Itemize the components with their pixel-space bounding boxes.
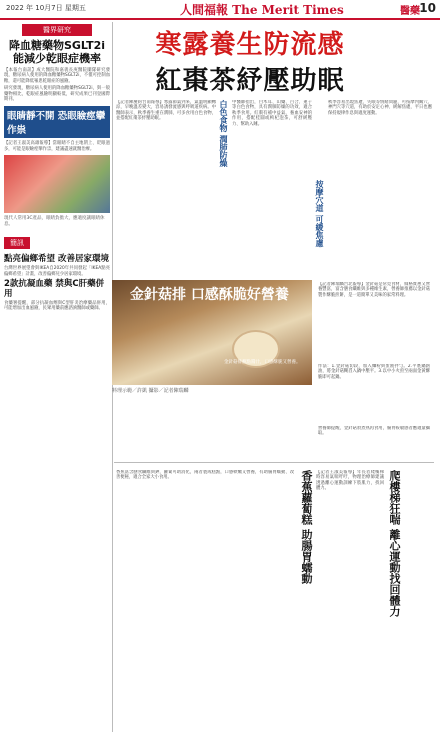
- enoki-pancake-photo: [112, 280, 312, 385]
- main-title-line1: 寒露養生防流感: [155, 30, 345, 60]
- main-title-line2: 紅棗茶紓壓助眠: [155, 66, 345, 96]
- photo-caption: 金針菇排蘸點醬汁，口感酥脆又營養。: [224, 360, 301, 365]
- photo-overlay-title: 金針菇排 口感酥脆好營養: [130, 287, 289, 303]
- brief-headline: 2款抗凝血藥 禁與C肝藥併用: [4, 279, 105, 300]
- lower-headline: 香蕉蘿蔔糕 助腸胃蠕動: [300, 470, 313, 584]
- kicker-label: 醫界研究: [22, 24, 92, 36]
- lower-article-body: 香蕉富含膳食纖維與鉀，蘿蔔可助消化，兩者製成糕點，口感軟嫩又營養，有助腸胃蠕動、改善便秘，適合全家大小食用。: [116, 470, 294, 481]
- main-article-body: 【記者陳慶鈞台南報導】寒露節氣到來，氣溫明顯轉涼，早晚溫差變大，容易誘發流感與呼吸道疾病。中醫師表示，秋季養生重在潤肺，可多食用白色食物，並搭配紅棗茶紓壓助眠。: [116, 100, 216, 122]
- article-body: 【記者王淑美高雄報導】當眼睛不自主地閉上、眨眼過多，可能是眼瞼痙攣作祟，建議盡速就醫治療。: [4, 141, 110, 152]
- article-body: 【本報台南訊】成大醫院和嘉義長庚醫院團隊研究發現，糖尿病人使用的降血糖藥物SGLT2i，不僅可控制血糖，還可能降低罹患乾眼症的風險。: [4, 68, 110, 84]
- photo-credit: 料理示範／許凱 攝影／記者陳瑞麟: [112, 388, 189, 394]
- recipe-intro: 【記者陳瑞麟台北報導】金針菇是常見食材，價格實惠又營養豐富，富含膳食纖維與多種維生素，營養師推薦以金針菇製作酥脆煎餅，是一道簡單又美味的家常料理。: [318, 282, 430, 298]
- article-headline: 降血糖藥物SGLT2i 能減少乾眼症機率: [8, 39, 106, 65]
- section-divider: [114, 462, 434, 463]
- article-body: 研究發現，糖尿病人使用的降血糖藥物SGLT2i，與一般藥物相比，乾眼症風險明顯較低，研究成果已刊登國際期刊。: [4, 86, 110, 103]
- eye-photo: [4, 155, 110, 213]
- brief-body: 台灣世界展望會與IKEA自2020年共同發起「IKEA點亮偏鄉希望」計畫，改善偏鄉兒少居家環境。: [4, 266, 110, 277]
- left-column: [4, 20, 110, 730]
- right-headline: 爬樓梯狂喘 離心運動找回體力: [388, 470, 401, 617]
- photo-caption: 現代人常用3C產品，眼睛負擔大，應適度讓眼睛休息。: [4, 216, 105, 228]
- right-article-body: 【記者王淑美報導】年長者爬樓梯時容易氣喘吁吁，物理治療師建議透過離心運動訓練下肢肌力，找回體力。: [316, 470, 384, 492]
- brief-body: 食藥署提醒，部分抗凝血劑與C型肝炎治療藥品併用，可能增加出血風險，民眾用藥前應諮詢醫師或藥師。: [4, 301, 110, 312]
- masthead: [0, 0, 440, 20]
- recipe-note: 營養師提醒，金針菇須煮熟再食用，腸胃較敏感者應適量攝取。: [318, 426, 430, 437]
- section-name: 醫藥: [400, 6, 420, 17]
- subhead-band: 按摩穴道 可緩焦慮: [315, 180, 324, 247]
- subhead-band: 白色食物 潤肺防燥: [219, 100, 228, 167]
- recipe-method: 作法：1.金針菇切段，加入麵粉與蛋液拌勻。2.平底鍋熱油，將金針菇糊舀入鍋中壓平。3.以中小火煎至兩面金黃酥脆即可起鍋。: [318, 364, 430, 380]
- page-number: 10: [419, 1, 436, 15]
- news-brief-tag: 簡訊: [4, 237, 30, 249]
- issue-date: 2022 年 10月7日 星期五: [6, 4, 86, 12]
- main-article-body: 秋季容易出現焦慮、失眠等情緒問題，可按摩內關穴、神門穴等穴道，有助於安定心神、緩解焦慮，平日也應保持規律作息與適度運動。: [328, 100, 432, 116]
- newspaper-logo: 人間福報 The Merit Times: [180, 3, 344, 17]
- brief-headline: 點亮偏鄉希望 改善居家環境: [4, 254, 109, 265]
- main-article-body: 中醫師指出，白木耳、山藥、百合、蓮子等白色食物，具有潤肺防燥的功效，適合秋季食用。紅棗有補中益氣、養血安神的作用，搭配桂圓或枸杞泡茶，可舒緩壓力、幫助入睡。: [232, 100, 312, 127]
- section-band: 眼睛靜不開 恐眼瞼痙攣作祟: [4, 106, 110, 138]
